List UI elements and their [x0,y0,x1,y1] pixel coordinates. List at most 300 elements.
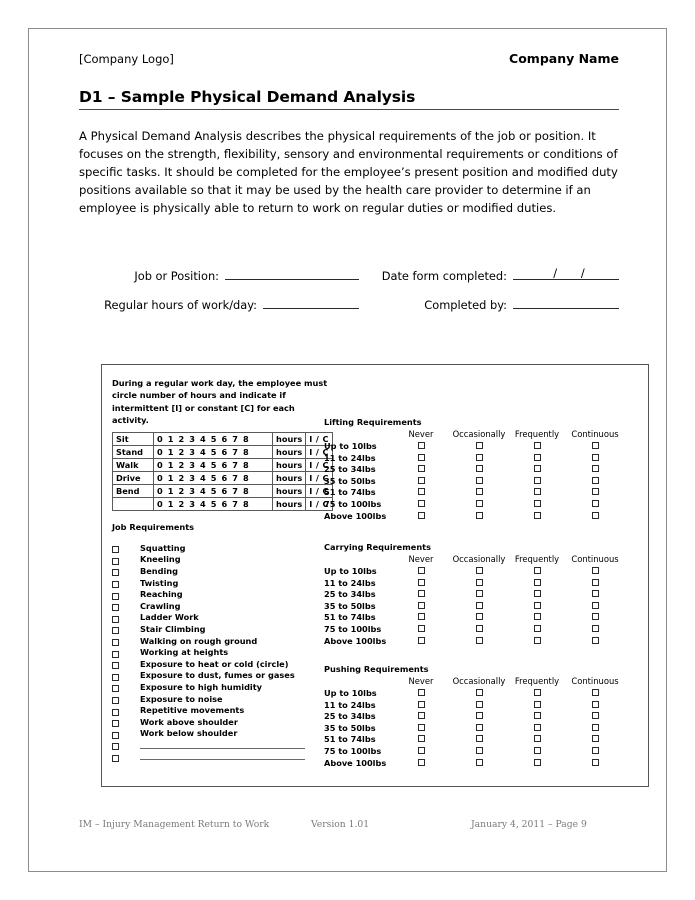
job-requirement-label: Work below shoulder [140,728,238,739]
job-requirement-row [112,670,327,682]
pushing-frequency-checkbox[interactable] [534,759,541,766]
carrying-frequency-checkbox[interactable] [418,602,425,609]
hours-row [113,485,333,498]
job-requirement-label: Working at heights [140,647,229,658]
carrying-frequency-checkbox[interactable] [534,602,541,609]
lifting-frequency-checkbox[interactable] [418,488,425,495]
lifting-frequency-checkbox[interactable] [534,454,541,461]
lifting-frequency-checkbox[interactable] [418,512,425,519]
table-row [324,636,624,648]
frequency-checkbox-cell [508,758,566,770]
lifting-frequency-checkbox[interactable] [476,454,483,461]
frequency-checkbox-cell [566,711,624,723]
carrying-header [324,554,624,566]
frequency-checkbox-cell [392,589,450,601]
table-row [324,612,624,624]
frequency-checkbox-cell [392,487,450,499]
regular-hours-field [79,297,359,312]
pushing-body [324,688,624,769]
job-requirement-label: Exposure to heat or cold (circle) [140,658,289,669]
carrying-frequency-checkbox[interactable] [476,637,483,644]
job-or-position-field [79,268,359,283]
carrying-frequency-checkbox[interactable] [592,625,599,632]
intermittent-constant-toggle[interactable]: I / C [306,472,333,485]
frequency-header-row [324,429,624,441]
frequency-checkbox-cell [450,746,508,758]
frequency-checkbox-cell [508,734,566,746]
frequency-checkbox-cell [508,453,566,465]
frequency-checkbox-cell [566,578,624,590]
frequency-checkbox-cell [450,612,508,624]
document-footer [79,819,619,830]
pushing-frequency-checkbox[interactable] [418,747,425,754]
job-requirement-label: Kneeling [140,554,181,565]
frequency-header-row [324,554,624,566]
pushing-frequency-checkbox[interactable] [534,724,541,731]
weight-range-label: 11 to 24lbs [324,452,376,463]
footer-version: Version 1.01 [311,819,370,830]
carrying-frequency-checkbox[interactable] [418,637,425,644]
weight-range-label: Up to 10lbs [324,566,377,576]
table-row [324,441,624,453]
date-form-completed-input[interactable] [513,266,619,280]
job-requirement-label: Ladder Work [140,612,199,623]
weight-range-label: 25 to 34lbs [324,464,376,475]
pushing-frequency-checkbox[interactable] [418,724,425,731]
carrying-frequency-checkbox[interactable] [418,590,425,597]
date-separator-2: / [580,265,585,280]
weight-range-label: 75 to 100lbs [324,623,382,634]
job-requirement-row [112,600,327,612]
hours-unit: hours [273,485,306,498]
weight-range-label: Up to 10lbs [324,441,377,451]
carrying-frequency-checkbox[interactable] [592,602,599,609]
frequency-checkbox-cell [508,688,566,700]
frequency-checkbox-cell [392,746,450,758]
pushing-frequency-checkbox[interactable] [534,747,541,754]
lifting-frequency-checkbox[interactable] [534,500,541,507]
hours-scale[interactable]: 0 1 2 3 4 5 6 7 8 [154,433,273,446]
intermittent-constant-toggle[interactable]: I / C [306,498,333,511]
job-requirement-row [112,693,327,705]
job-requirement-row [112,728,327,740]
table-row [324,601,624,613]
pushing-frequency-checkbox[interactable] [418,735,425,742]
job-requirement-write-in-line[interactable] [140,741,305,749]
lifting-frequency-checkbox[interactable] [476,465,483,472]
carrying-frequency-checkbox[interactable] [476,602,483,609]
carrying-frequency-checkbox[interactable] [418,567,425,574]
frequency-checkbox-cell [392,636,450,648]
frequency-checkbox-cell [450,476,508,488]
hours-unit: hours [273,472,306,485]
lifting-requirements-block [324,417,624,522]
frequency-checkbox-cell [450,566,508,578]
lifting-frequency-checkbox[interactable] [534,488,541,495]
frequency-checkbox-cell [450,578,508,590]
header-spacer [324,554,392,566]
lifting-frequency-checkbox[interactable] [592,442,599,449]
completed-by-field [359,297,619,312]
carrying-frequency-checkbox[interactable] [592,590,599,597]
completed-by-input[interactable] [513,297,619,309]
pushing-frequency-checkbox[interactable] [592,759,599,766]
job-or-position-label: Job or Position: [134,268,219,283]
frequency-checkbox-cell [508,723,566,735]
carrying-frequency-checkbox[interactable] [592,613,599,620]
activity-label [113,498,154,511]
pushing-frequency-checkbox[interactable] [592,701,599,708]
intro-paragraph: A Physical Demand Analysis describes the physical requirements of the job or position. It focuses on the strength, flexibility, sensory and environmental requirements or conditions of specific tasks. It should be completed for the employee’s present position and modified duty positions available so that it may be used by the health care provider to determine if an employee is physically able to return to work on regular duties or modified duties. [79,129,618,215]
pushing-frequency-checkbox[interactable] [476,689,483,696]
table-row [324,723,624,735]
job-requirement-label: Work above shoulder [140,716,238,727]
table-row [324,566,624,578]
carrying-frequency-checkbox[interactable] [476,579,483,586]
job-requirement-label: Exposure to dust, fumes or gases [140,670,295,681]
weight-range-label: 75 to 100lbs [324,745,382,756]
frequency-checkbox-cell [450,589,508,601]
job-requirement-row [112,623,327,635]
frequency-checkbox-cell [450,487,508,499]
weight-range-label: 11 to 24lbs [324,699,376,710]
carrying-frequency-checkbox[interactable] [418,613,425,620]
intermittent-constant-toggle[interactable]: I / C [306,459,333,472]
table-row [324,624,624,636]
table-row [324,487,624,499]
frequency-checkbox-cell [392,711,450,723]
job-requirement-label: Reaching [140,589,183,600]
lifting-frequency-checkbox[interactable] [418,500,425,507]
frequency-column-header: Frequently [514,429,560,439]
pushing-frequency-checkbox[interactable] [476,701,483,708]
frequency-checkbox-cell [566,758,624,770]
table-row [324,578,624,590]
lifting-frequency-checkbox[interactable] [534,465,541,472]
footer-left: IM – Injury Management Return to Work [79,819,270,830]
table-row [324,688,624,700]
table-row [324,700,624,712]
hours-scale[interactable]: 0 1 2 3 4 5 6 7 8 [154,498,273,511]
frequency-checkbox-cell [566,624,624,636]
carrying-frequency-checkbox[interactable] [418,579,425,586]
job-requirement-row [112,612,327,624]
pushing-frequency-checkbox[interactable] [476,747,483,754]
job-requirement-row [112,635,327,647]
company-name: Company Name [509,51,619,66]
pushing-frequency-checkbox[interactable] [418,689,425,696]
frequency-checkbox-cell [508,499,566,511]
carrying-frequency-checkbox[interactable] [592,637,599,644]
job-requirement-blank-row [112,751,327,763]
carrying-frequency-checkbox[interactable] [476,590,483,597]
hours-unit: hours [273,446,306,459]
pushing-requirements-title: Pushing Requirements [324,664,429,674]
company-logo-placeholder: [Company Logo] [79,52,174,66]
frequency-checkbox-cell [508,589,566,601]
activity-label: Bend [113,485,154,498]
hours-scale[interactable]: 0 1 2 3 4 5 6 7 8 [154,459,273,472]
job-requirement-checkbox[interactable] [112,755,119,762]
frequency-checkbox-cell [392,758,450,770]
frequency-checkbox-cell [450,464,508,476]
regular-hours-label: Regular hours of work/day: [104,297,257,312]
intermittent-constant-toggle[interactable]: I / C [306,485,333,498]
job-requirement-row [112,646,327,658]
page-content [79,51,619,326]
header-spacer [324,676,392,688]
pushing-frequency-checkbox[interactable] [592,712,599,719]
pushing-frequency-checkbox[interactable] [534,712,541,719]
pushing-frequency-checkbox[interactable] [418,701,425,708]
job-requirement-blank-row [112,739,327,751]
carrying-frequency-checkbox[interactable] [418,625,425,632]
lifting-frequency-checkbox[interactable] [418,465,425,472]
frequency-column-header: Continuous [571,429,619,439]
carrying-frequency-checkbox[interactable] [534,637,541,644]
frequency-checkbox-cell [392,612,450,624]
checkbox-cell [112,747,140,766]
table-row [324,476,624,488]
frequency-checkbox-cell [392,723,450,735]
frequency-checkbox-cell [508,700,566,712]
completed-by-label: Completed by: [424,297,507,312]
weight-range-label: 51 to 74lbs [324,734,376,745]
frequency-checkbox-cell [392,476,450,488]
frequency-column-header: Occasionally [452,554,506,564]
hours-row [113,433,333,446]
frequency-checkbox-cell [566,511,624,523]
lifting-frequency-checkbox[interactable] [534,477,541,484]
hours-row [113,459,333,472]
frequency-checkbox-cell [450,624,508,636]
pushing-frequency-checkbox[interactable] [592,735,599,742]
intermittent-constant-toggle[interactable]: I / C [306,433,333,446]
lifting-frequency-checkbox[interactable] [534,442,541,449]
job-requirement-label: Stair Climbing [140,623,206,634]
lifting-requirements-table [324,429,624,522]
field-row-2 [79,297,619,312]
frequency-checkbox-cell [566,476,624,488]
frequency-header-row [324,676,624,688]
frequency-checkbox-cell [566,487,624,499]
pushing-frequency-checkbox[interactable] [476,759,483,766]
weight-range-label: 75 to 100lbs [324,498,382,509]
lifting-frequency-checkbox[interactable] [476,442,483,449]
table-row [324,499,624,511]
table-row [324,746,624,758]
weight-range-label: 51 to 74lbs [324,612,376,623]
frequency-checkbox-cell [392,578,450,590]
frequency-checkbox-cell [392,464,450,476]
frequency-checkbox-cell [566,589,624,601]
carrying-frequency-checkbox[interactable] [592,567,599,574]
lifting-frequency-checkbox[interactable] [418,477,425,484]
frequency-checkbox-cell [566,636,624,648]
frequency-checkbox-cell [508,624,566,636]
job-requirement-row [112,716,327,728]
pushing-requirements-table [324,676,624,769]
frequency-checkbox-cell [508,511,566,523]
carrying-frequency-checkbox[interactable] [534,567,541,574]
carrying-frequency-checkbox[interactable] [534,625,541,632]
frequency-checkbox-cell [508,476,566,488]
weight-range-label: Above 100lbs [324,635,387,646]
table-row [324,464,624,476]
frequency-checkbox-cell [450,723,508,735]
frequency-checkbox-cell [508,464,566,476]
weight-range-label: 51 to 74lbs [324,487,376,498]
job-requirement-row [112,542,327,554]
lifting-frequency-checkbox[interactable] [476,477,483,484]
pushing-frequency-checkbox[interactable] [592,689,599,696]
lifting-frequency-checkbox[interactable] [592,465,599,472]
hours-scale[interactable]: 0 1 2 3 4 5 6 7 8 [154,446,273,459]
hours-unit: hours [273,433,306,446]
frequency-checkbox-cell [566,601,624,613]
table-row [324,758,624,770]
lifting-frequency-checkbox[interactable] [418,442,425,449]
lifting-frequency-checkbox[interactable] [476,488,483,495]
pushing-frequency-checkbox[interactable] [592,747,599,754]
table-row [324,511,624,523]
activity-label: Stand [113,446,154,459]
form-fields [79,266,619,312]
lifting-frequency-checkbox[interactable] [592,477,599,484]
lifting-frequency-checkbox[interactable] [592,454,599,461]
footer-date-page: January 4, 2011 – Page 9 [471,819,587,830]
job-requirements-title: Job Requirements [112,522,195,532]
job-requirement-row [112,681,327,693]
hours-scale[interactable]: 0 1 2 3 4 5 6 7 8 [154,472,273,485]
hours-row [113,446,333,459]
lifting-requirements-title: Lifting Requirements [324,417,422,427]
frequency-checkbox-cell [566,612,624,624]
carrying-body [324,566,624,647]
frequency-checkbox-cell [392,566,450,578]
frequency-checkbox-cell [392,499,450,511]
carrying-frequency-checkbox[interactable] [476,613,483,620]
page-title: D1 – Sample Physical Demand Analysis [79,88,619,110]
carrying-requirements-table [324,554,624,647]
lifting-body [324,441,624,522]
physical-demand-form-box [101,364,649,787]
frequency-checkbox-cell [392,453,450,465]
frequency-checkbox-cell [450,758,508,770]
carrying-requirements-block [324,542,624,647]
job-requirement-write-in-line[interactable] [140,752,305,760]
regular-hours-input[interactable] [263,297,359,309]
frequency-checkbox-cell [508,636,566,648]
frequency-checkbox-cell [450,700,508,712]
lifting-frequency-checkbox[interactable] [476,500,483,507]
job-requirements-list [112,542,327,762]
hours-scale[interactable]: 0 1 2 3 4 5 6 7 8 [154,485,273,498]
weight-range-label: Up to 10lbs [324,688,377,698]
carrying-requirements-title: Carrying Requirements [324,542,431,552]
frequency-checkbox-cell [566,723,624,735]
pushing-frequency-checkbox[interactable] [418,712,425,719]
lifting-frequency-checkbox[interactable] [592,500,599,507]
pushing-frequency-checkbox[interactable] [476,724,483,731]
weight-range-label: Above 100lbs [324,510,387,521]
frequency-checkbox-cell [566,734,624,746]
date-form-completed-label: Date form completed: [381,268,507,283]
frequency-checkbox-cell [450,499,508,511]
frequency-checkbox-cell [450,636,508,648]
frequency-checkbox-cell [392,601,450,613]
carrying-frequency-checkbox[interactable] [592,579,599,586]
intermittent-constant-toggle[interactable]: I / C [306,446,333,459]
pushing-frequency-checkbox[interactable] [418,759,425,766]
frequency-checkbox-cell [450,511,508,523]
instructions-text: During a regular work day, the employee must circle number of hours and indicate if intermittent [I] or constant [C] for each activity. [112,378,328,425]
frequency-checkbox-cell [508,612,566,624]
frequency-column-header: Occasionally [452,676,506,686]
frequency-checkbox-cell [450,441,508,453]
hours-table [112,432,333,511]
pushing-frequency-checkbox[interactable] [476,735,483,742]
weight-range-label: 35 to 50lbs [324,722,376,733]
pushing-frequency-checkbox[interactable] [592,724,599,731]
activity-label: Sit [113,433,154,446]
carrying-frequency-checkbox[interactable] [534,613,541,620]
table-row [324,453,624,465]
frequency-checkbox-cell [508,711,566,723]
frequency-checkbox-cell [508,441,566,453]
carrying-frequency-checkbox[interactable] [476,567,483,574]
pushing-frequency-checkbox[interactable] [534,701,541,708]
table-row [324,589,624,601]
pushing-frequency-checkbox[interactable] [476,712,483,719]
table-row [324,734,624,746]
frequency-column-header: Frequently [514,676,560,686]
date-separator-1: / [553,265,558,280]
table-row [324,711,624,723]
pushing-frequency-checkbox[interactable] [534,735,541,742]
lifting-frequency-checkbox[interactable] [592,488,599,495]
hours-table-container [112,432,342,511]
carrying-frequency-checkbox[interactable] [534,579,541,586]
hours-unit: hours [273,459,306,472]
frequency-column-header: Never [408,554,434,564]
frequency-checkbox-cell [508,566,566,578]
carrying-frequency-checkbox[interactable] [534,590,541,597]
frequency-checkbox-cell [392,734,450,746]
lifting-frequency-checkbox[interactable] [592,512,599,519]
lifting-frequency-checkbox[interactable] [418,454,425,461]
lifting-frequency-checkbox[interactable] [534,512,541,519]
frequency-checkbox-cell [508,487,566,499]
lifting-frequency-checkbox[interactable] [476,512,483,519]
frequency-checkbox-cell [392,511,450,523]
frequency-column-header: Continuous [571,676,619,686]
document-header [79,51,619,66]
pushing-requirements-block [324,664,624,769]
frequency-checkbox-cell [566,441,624,453]
job-or-position-input[interactable] [225,268,359,280]
pushing-frequency-checkbox[interactable] [534,689,541,696]
carrying-frequency-checkbox[interactable] [476,625,483,632]
hours-unit: hours [273,498,306,511]
frequency-checkbox-cell [508,578,566,590]
frequency-column-header: Never [408,676,434,686]
weight-range-label: 25 to 34lbs [324,711,376,722]
frequency-checkbox-cell [450,734,508,746]
frequency-checkbox-cell [392,624,450,636]
hours-row [113,498,333,511]
frequency-column-header: Occasionally [452,429,506,439]
